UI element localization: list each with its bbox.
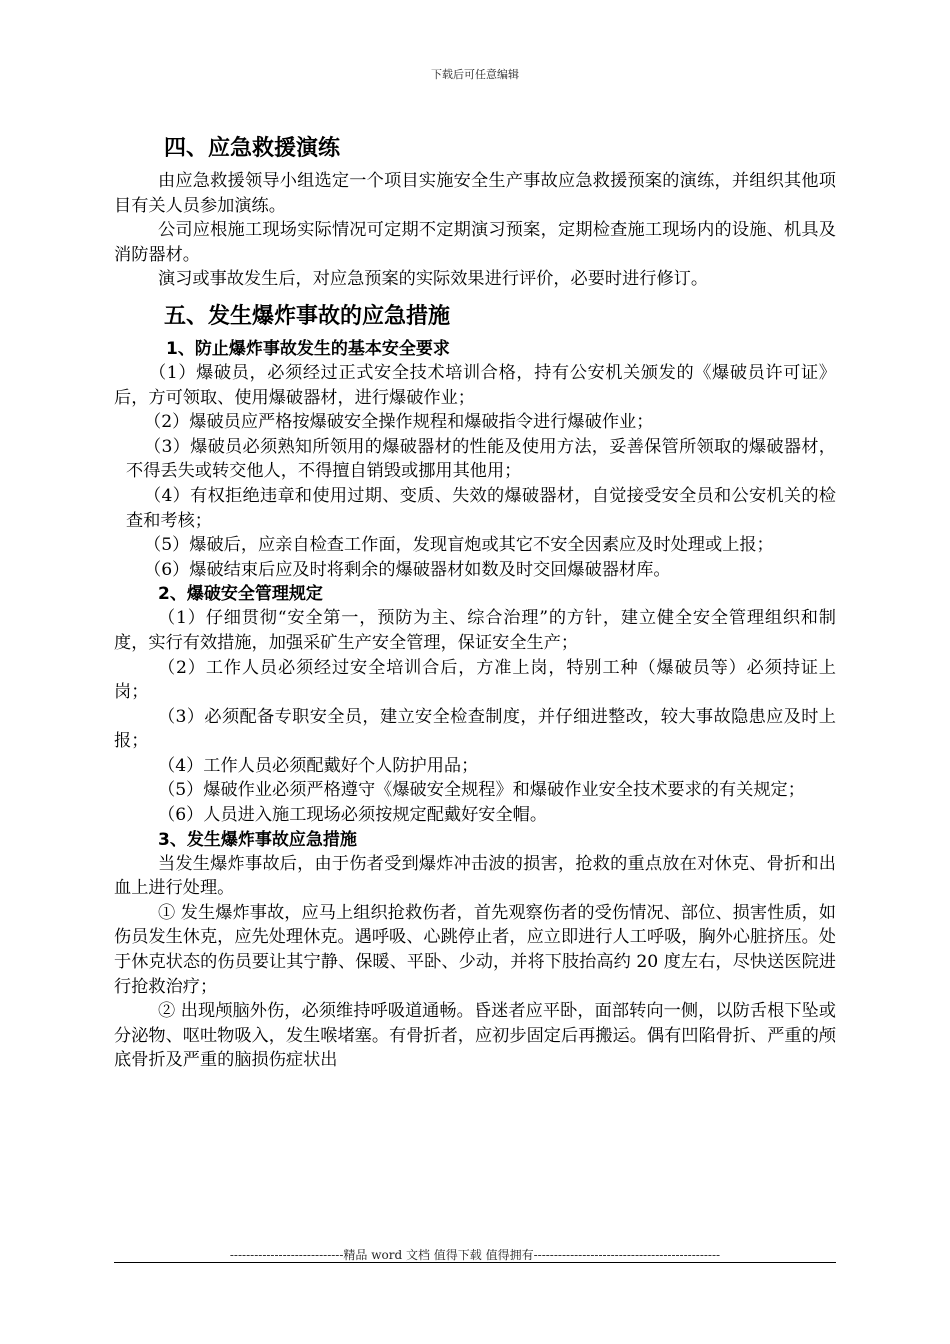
paragraph: 当发生爆炸事故后，由于伤者受到爆炸冲击波的损害，抢救的重点放在对休克、骨折和出血上进行处理。 bbox=[114, 853, 836, 899]
section5-title: 五、发生爆炸事故的应急措施 bbox=[164, 303, 451, 329]
paragraph: ② 出现颅脑外伤，必须维持呼吸道通畅。昏迷者应平卧，面部转向一侧，以防舌根下坠或分泌物、呕吐物吸入，发生喉堵塞。有骨折者，应初步固定后再搬运。偶有凹陷骨折、严重的颅底骨折及严重的脑损伤症状出 bbox=[114, 1001, 836, 1071]
list-item: （5）爆破后，应亲自检查工作面，发现盲炮或其它不安全因素应及时处理或上报； bbox=[144, 535, 774, 556]
list-item: （1）爆破员，必须经过正式安全技术培训合格，持有公安机关颁发的《爆破员许可证》后，方可领取、使用爆破器材，进行爆破作业； bbox=[114, 362, 836, 408]
list-item: （3）必须配备专职安全员，建立安全检查制度，并仔细进整改，较大事故隐患应及时上报； bbox=[114, 706, 836, 752]
paragraph: ① 发生爆炸事故，应马上组织抢救伤者，首先观察伤者的受伤情况、部位、损害性质，如伤员发生休克，应先处理休克。遇呼吸、心跳停止者，应立即进行人工呼吸，胸外心脏挤压。处于休克状态的伤员要让其宁静、保暖、平卧、少动，并将下肢抬高约 20 度左右，尽快送医院进行抢救治疗； bbox=[114, 902, 836, 997]
list-item: （2）爆破员应严格按爆破安全操作规程和爆破指令进行爆破作业； bbox=[144, 412, 654, 433]
list-item: （1）仔细贯彻“安全第一，预防为主、综合治理”的方针，建立健全安全管理组织和制度，实行有效措施，加强采矿生产安全管理，保证安全生产； bbox=[114, 608, 836, 653]
list-item: （4）工作人员必须配戴好个人防护用品； bbox=[158, 755, 479, 776]
footer-rule bbox=[114, 1262, 836, 1263]
section4-title: 四、应急救援演练 bbox=[164, 136, 341, 161]
subsection1-title: 1、防止爆炸事故发生的基本安全要求 bbox=[166, 338, 450, 359]
page-footer: ----------------------------精品 word 文档 值得下载 值得拥有---------------------------------------------- bbox=[229, 1248, 721, 1262]
list-item: （6）爆破结束后应及时将剩余的爆破器材如数及时交回爆破器材库。 bbox=[144, 559, 671, 580]
section4-paragraph: 演习或事故发生后，对应急预案的实际效果进行评价，必要时进行修订。 bbox=[158, 269, 709, 290]
list-item: （6）人员进入施工现场必须按规定配戴好安全帽。 bbox=[158, 805, 548, 826]
list-item: （5）爆破作业必须严格遵守《爆破安全规程》和爆破作业安全技术要求的有关规定； bbox=[158, 780, 805, 801]
section4-paragraph: 由应急救援领导小组选定一个项目实施安全生产事故应急救援预案的演练，并组织其他项目有关人员参加演练。 bbox=[114, 171, 836, 216]
list-item: （3）爆破员必须熟知所领用的爆破器材的性能及使用方法，妥善保管所领取的爆破器材，不得丢失或转交他人，不得擅自销毁或挪用其他用； bbox=[126, 436, 836, 482]
section4-paragraph: 公司应根施工现场实际情况可定期不定期演习预案，定期检查施工现场内的设施、机具及消防器材。 bbox=[114, 220, 836, 265]
document-body bbox=[114, 132, 836, 1073]
list-item: （4）有权拒绝违章和使用过期、变质、失效的爆破器材，自觉接受安全员和公安机关的检查和考核； bbox=[126, 485, 836, 531]
page-header: 下载后可任意编辑 bbox=[431, 68, 519, 81]
subsection3-title: 3、发生爆炸事故应急措施 bbox=[158, 829, 357, 850]
subsection2-title: 2、爆破安全管理规定 bbox=[158, 584, 323, 605]
list-item: （2）工作人员必须经过安全培训合后，方准上岗，特别工种（爆破员等）必须持证上岗； bbox=[114, 657, 836, 703]
